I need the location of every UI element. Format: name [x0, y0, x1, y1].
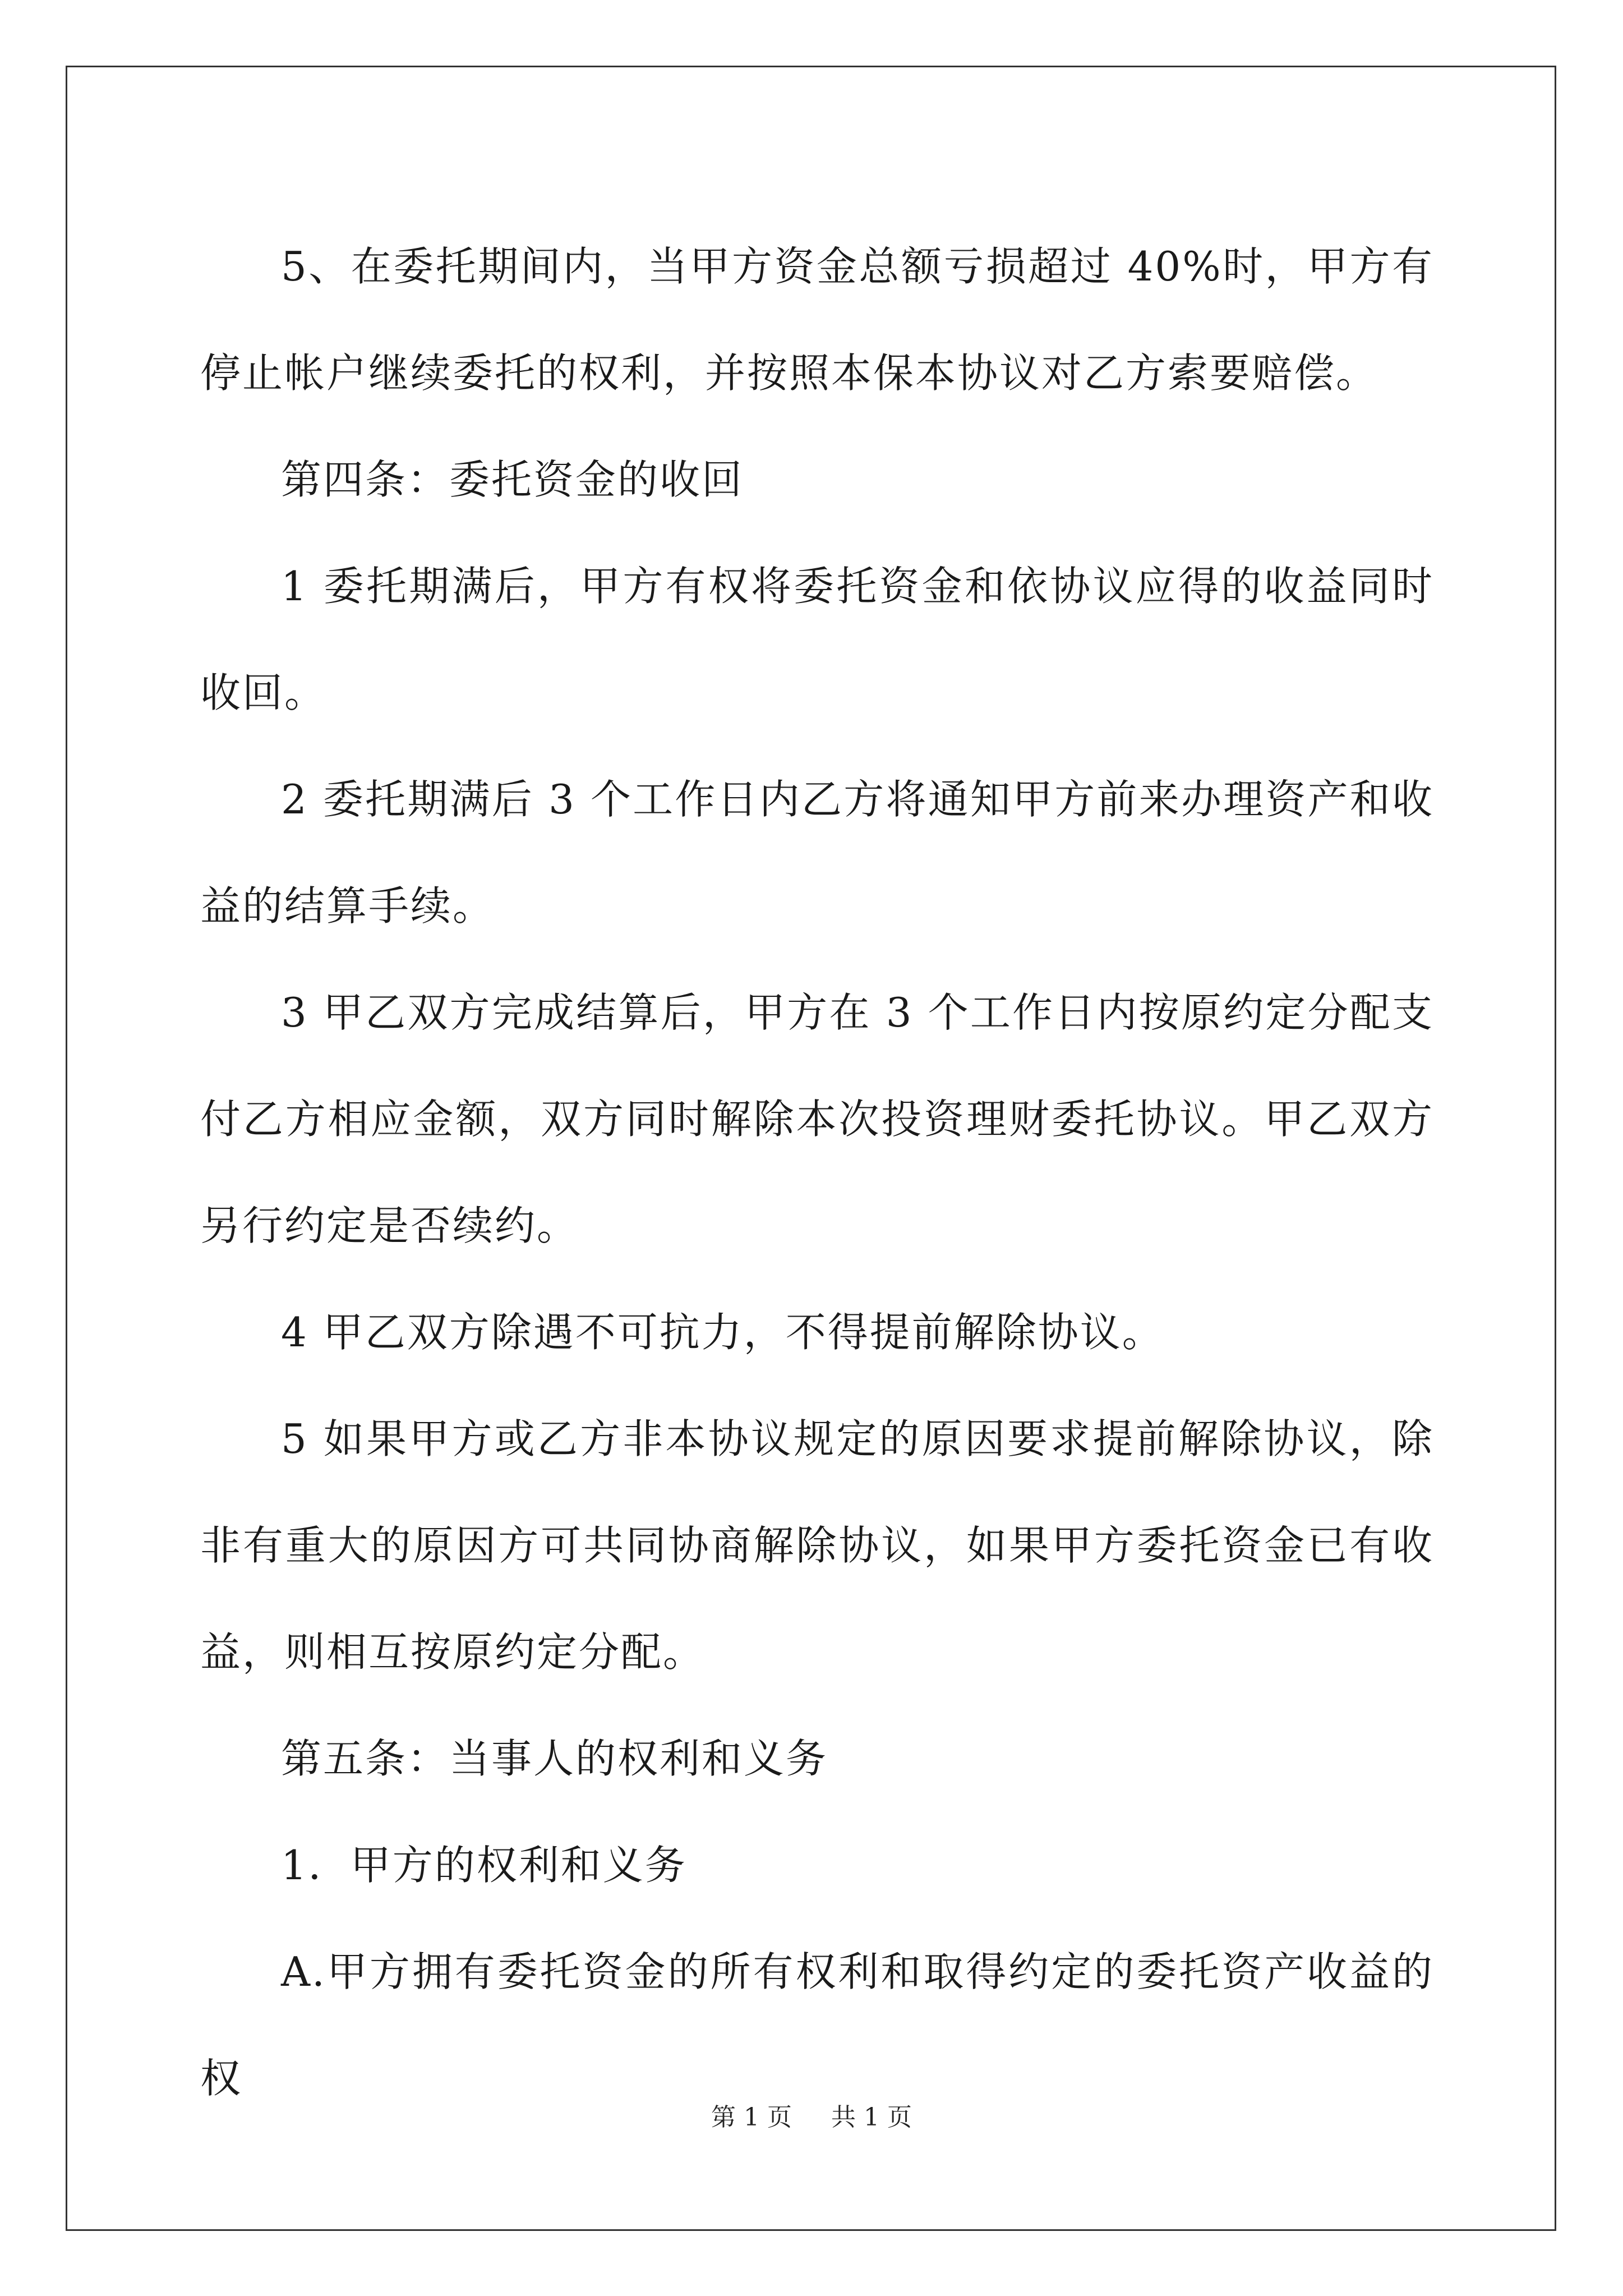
paragraph-article-4-item-1: 1 委托期满后，甲方有权将委托资金和依协议应得的收益同时收回。 — [200, 563, 1434, 716]
paragraph-article-4-item-3: 3 甲乙双方完成结算后，甲方在 3 个工作日内按原约定分配支付乙方相应金额，双方同时解除本次投资理财委托协议。甲乙双方另行约定是否续约。 — [200, 989, 1434, 1249]
document-body — [200, 213, 1434, 2132]
paragraph-article-4-item-2: 2 委托期满后 3 个工作日内乙方将通知甲方前来办理资产和收益的结算手续。 — [200, 776, 1434, 930]
paragraph-clause-3-item-5: 5、在委托期间内，当甲方资金总额亏损超过 40%时，甲方有停止帐户继续委托的权利，并按照本保本协议对乙方索要赔偿。 — [200, 243, 1434, 397]
page-number-current: 第 1 页 — [711, 2103, 792, 2132]
page-number-total: 共 1 页 — [831, 2103, 912, 2132]
subsection-heading-party-a: 1．甲方的权利和义务 — [281, 1842, 687, 1889]
page-footer — [0, 2097, 1623, 2133]
paragraph-article-4-item-4: 4 甲乙双方除遇不可抗力，不得提前解除协议。 — [281, 1309, 1164, 1356]
section-heading-article-5: 第五条：当事人的权利和义务 — [281, 1735, 828, 1782]
section-heading-article-4: 第四条：委托资金的收回 — [281, 456, 744, 503]
paragraph-party-a-item-a: A.甲方拥有委托资金的所有权利和取得约定的委托资产收益的权 — [200, 1948, 1434, 2102]
paragraph-article-4-item-5: 5 如果甲方或乙方非本协议规定的原因要求提前解除协议，除非有重大的原因方可共同协商解除协议，如果甲方委托资金已有收益，则相互按原约定分配。 — [200, 1415, 1434, 1676]
